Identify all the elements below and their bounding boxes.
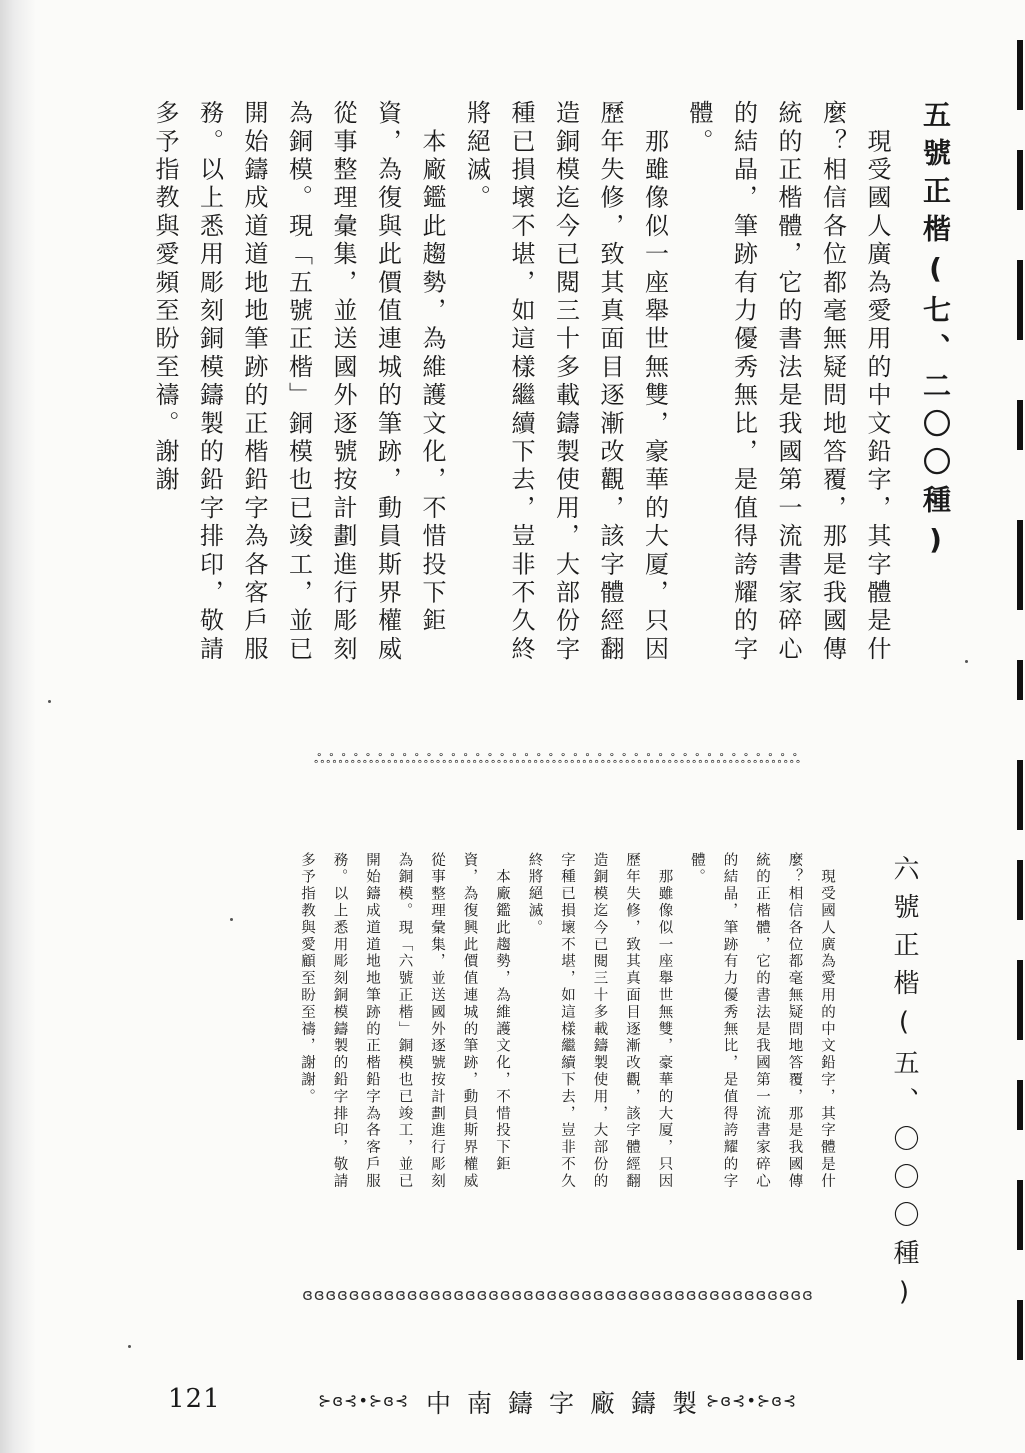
- section2-title: 六號正楷(五、〇〇〇種): [889, 855, 919, 1319]
- page-edge-marks: [1011, 0, 1025, 1453]
- footer-publisher: 中南鑄字廠鑄製: [426, 1389, 714, 1418]
- scan-speck: [48, 700, 51, 703]
- scan-speck: [965, 660, 968, 663]
- section2-body: [291, 852, 844, 1197]
- footer-ornament-right: ⊱ɞ⊰•⊱ɞ⊰: [706, 1391, 798, 1410]
- page-number: 121: [168, 1384, 221, 1414]
- section2-paragraph: 那雖像似一座舉世無雙，豪華的大厦，只因歷年失修，致其真面目逐漸改觀，該字體經翻造銅模迄今已閱三十多載鑄製使用，大部份的字種已損壞不堪，如這樣繼續下去，豈非不久終將絕滅。: [526, 852, 673, 1190]
- ornamental-divider: ɞɞɞɞɞɞɞɞɞɞɞɞɞɞɞɞɞɞɞɞɞɞɞɞɞɞɞɞɞɞɞɞɞɞɞɞɞɞɞɞɞɞɞɞ: [302, 1285, 814, 1304]
- section1-paragraph: 現受國人廣為愛用的中文鉛字，其字體是什麼？相信各位都毫無疑問地答覆，那是我國傳統的正楷體，它的書法是我國第一流書家碎心的結晶，筆跡有力優秀無比，是值得誇耀的字體。: [685, 100, 891, 664]
- section2-paragraph: 現受國人廣為愛用的中文鉛字，其字體是什麼？相信各位都毫無疑問地答覆，那是我國傳統的正楷體，它的書法是我國第一流書家碎心的結晶，筆跡有力優秀無比，是值得誇耀的字體。: [689, 852, 835, 1190]
- scan-speck: [128, 1345, 131, 1348]
- section1-body: [143, 100, 900, 690]
- section1-title: 五號正楷(七、二〇〇種): [919, 100, 952, 566]
- section2-paragraph: 本廠鑑此趨勢，為維護文化，不惜投下鉅資，為復興此價值連城的筆跡，動員斯界權威從事整理彙集，並送國外逐號按計劃進行彫刻為銅模。現「六號正楷」銅模也已竣工，並已開始鑄成道道地地筆跡的正楷鉛字為各客戶服務。以上悉用彫刻銅模鑄製的鉛字排印，敬請多予指教與愛顧至盼至禱，謝謝。: [299, 852, 510, 1190]
- ornamental-divider: ஃஃஃஃஃஃஃஃஃஃஃஃஃஃஃஃஃஃஃஃஃஃஃஃஃஃஃஃஃஃஃஃஃஃஃஃஃஃஃஃ: [314, 752, 802, 767]
- spine-shadow: [0, 0, 36, 1453]
- section1-paragraph: 本廠鑑此趨勢，為維護文化，不惜投下鉅資，為復與此價值連城的筆跡，動員斯界權威從事整理彙集，並送國外逐號按計劃進行彫刻為銅模。現「五號正楷」銅模也已竣工，並已開始鑄成道道地地筆跡的正楷鉛字為各客戶服務。以上悉用彫刻銅模鑄製的鉛字排印，敬請多予指教與愛頻至盼至禱。謝謝: [151, 100, 446, 664]
- scan-speck: [230, 918, 233, 921]
- footer-ornament-left: ⊱ɞ⊰•⊱ɞ⊰: [318, 1391, 410, 1410]
- section1-paragraph: 那雖像似一座舉世無雙，豪華的大厦，只因歷年失修，致其真面目逐漸改觀，該字體經翻造銅模迄今已閱三十多載鑄製使用，大部份字種已損壞不堪，如這樣繼續下去，豈非不久終將絕滅。: [462, 100, 669, 664]
